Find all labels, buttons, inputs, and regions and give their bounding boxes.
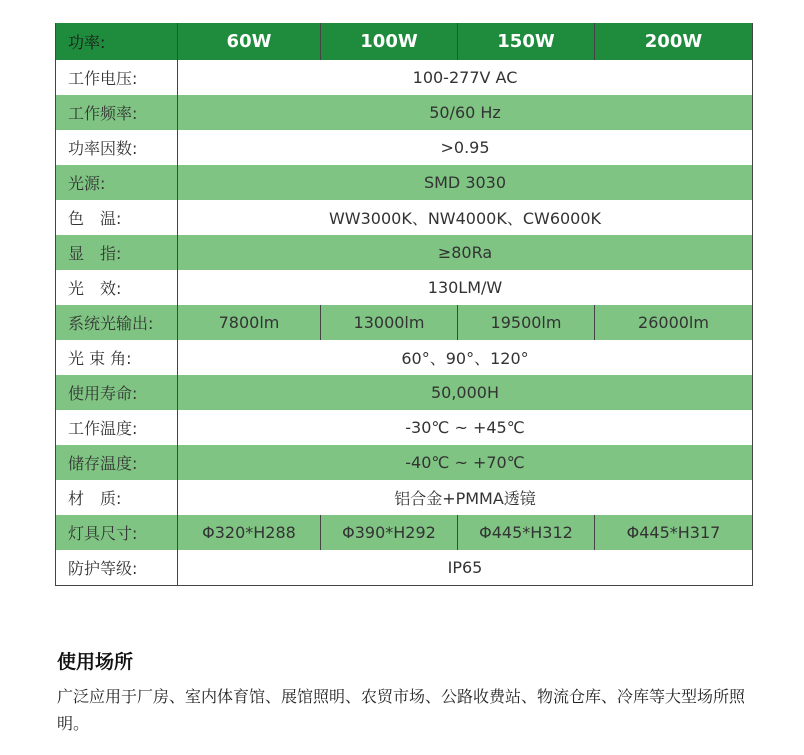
table-row bbox=[56, 95, 753, 130]
row-label: 功率因数: bbox=[56, 130, 178, 165]
row-value: -40℃ ~ +70℃ bbox=[178, 445, 753, 480]
row-value: -30℃ ~ +45℃ bbox=[178, 410, 753, 445]
table-row bbox=[56, 130, 753, 165]
row-label: 储存温度: bbox=[56, 445, 178, 480]
row-label: 色 温: bbox=[56, 200, 178, 235]
row-value: 60°、90°、120° bbox=[178, 340, 753, 375]
row-label: 光 束 角: bbox=[56, 340, 178, 375]
table-row bbox=[56, 340, 753, 375]
row-label: 防护等级: bbox=[56, 550, 178, 585]
table-row bbox=[56, 165, 753, 200]
table-row bbox=[56, 480, 753, 515]
row-value: >0.95 bbox=[178, 130, 753, 165]
spec-table bbox=[55, 23, 753, 586]
row-label: 工作温度: bbox=[56, 410, 178, 445]
table-row bbox=[56, 60, 753, 95]
row-label: 材 质: bbox=[56, 480, 178, 515]
row-value: ≥80Ra bbox=[178, 235, 753, 270]
row-value: 铝合金+PMMA透镜 bbox=[178, 480, 753, 515]
row-value: WW3000K、NW4000K、CW6000K bbox=[178, 200, 753, 235]
table-header-row bbox=[56, 23, 753, 60]
usage-text: 广泛应用于厂房、室内体育馆、展馆照明、农贸市场、公路收费站、物流仓库、冷库等大型场所照明。 bbox=[57, 687, 746, 733]
row-value: IP65 bbox=[178, 550, 753, 585]
row-value-cell: 7800lm bbox=[178, 305, 321, 340]
row-label: 功率: bbox=[56, 23, 178, 60]
row-label: 工作电压: bbox=[56, 60, 178, 95]
row-value-cell: Φ445*H317 bbox=[595, 515, 753, 550]
row-label: 灯具尺寸: bbox=[56, 515, 178, 550]
row-value-cell: Φ445*H312 bbox=[458, 515, 595, 550]
table-row bbox=[56, 270, 753, 305]
table-row bbox=[56, 200, 753, 235]
row-label: 显 指: bbox=[56, 235, 178, 270]
power-header-cell: 150W bbox=[458, 23, 595, 60]
row-label: 使用寿命: bbox=[56, 375, 178, 410]
table-row bbox=[56, 235, 753, 270]
row-value-cell: 13000lm bbox=[321, 305, 458, 340]
power-header-cell: 100W bbox=[321, 23, 458, 60]
row-value: SMD 3030 bbox=[178, 165, 753, 200]
row-label: 光源: bbox=[56, 165, 178, 200]
table-row bbox=[56, 375, 753, 410]
table-row bbox=[56, 410, 753, 445]
usage-title: 使用场所 bbox=[57, 651, 134, 673]
row-value: 50/60 Hz bbox=[178, 95, 753, 130]
row-value-cell: 19500lm bbox=[458, 305, 595, 340]
table-row bbox=[56, 550, 753, 585]
row-value: 130LM/W bbox=[178, 270, 753, 305]
row-value: 100-277V AC bbox=[178, 60, 753, 95]
row-value-cell: Φ320*H288 bbox=[178, 515, 321, 550]
table-row bbox=[56, 515, 753, 550]
power-header-cell: 60W bbox=[178, 23, 321, 60]
row-label: 光 效: bbox=[56, 270, 178, 305]
table-row bbox=[56, 305, 753, 340]
row-label: 系统光输出: bbox=[56, 305, 178, 340]
row-value: 50,000H bbox=[178, 375, 753, 410]
row-value-cell: Φ390*H292 bbox=[321, 515, 458, 550]
row-label: 工作频率: bbox=[56, 95, 178, 130]
power-header-cell: 200W bbox=[595, 23, 753, 60]
table-row bbox=[56, 445, 753, 480]
row-value-cell: 26000lm bbox=[595, 305, 753, 340]
